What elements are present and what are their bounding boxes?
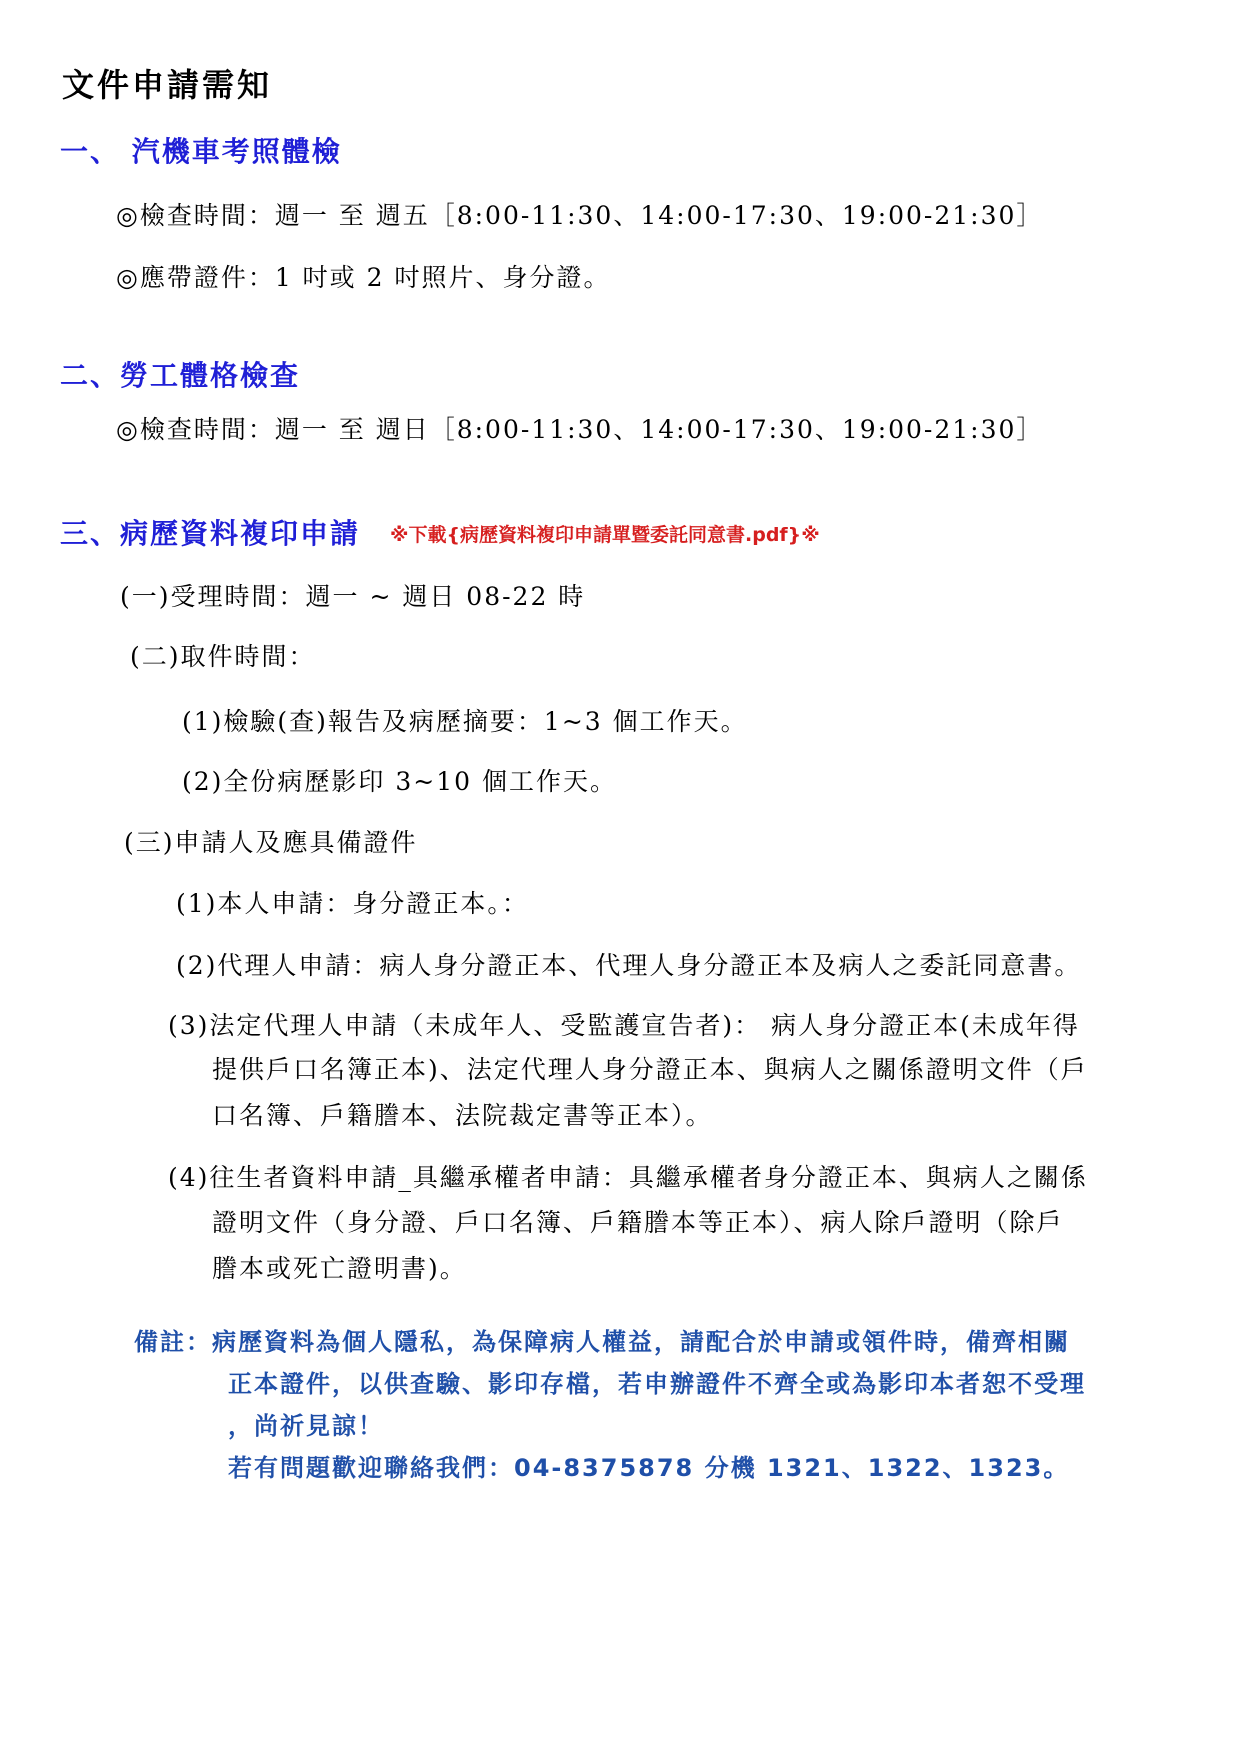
- pickup-title: (二)取件時間：: [130, 642, 316, 671]
- section-2-hours: ◎檢查時間：週一 至 週日［8:00-11:30、14:00-17:30、19:00-21:30］: [116, 415, 1044, 444]
- requirement-1: (1)本人申請：身分證正本。：: [176, 889, 529, 918]
- requirement-4-line-3: 謄本或死亡證明書)。: [212, 1254, 467, 1283]
- pickup-item-1: (1)檢驗(查)報告及病歷摘要：1~3 個工作天。: [182, 707, 748, 736]
- section-2-heading: 二、勞工體格檢查: [60, 359, 301, 392]
- section-1-documents: ◎應帶證件：1 吋或 2 吋照片、身分證。: [116, 263, 611, 292]
- section-1-heading: 一、 汽機車考照體檢: [60, 135, 342, 168]
- section-1-hours: ◎檢查時間：週一 至 週五［8:00-11:30、14:00-17:30、19:00-21:30］: [116, 201, 1044, 230]
- note-line-2: 正本證件，以供查驗、影印存檔，若申辦證件不齊全或為影印本者恕不受理: [228, 1370, 1086, 1398]
- section-3-heading: 三、病歷資料複印申請: [60, 517, 361, 550]
- note-contact-line: 若有問題歡迎聯絡我們：04-8375878 分機 1321、1322、1323。: [228, 1454, 1070, 1482]
- requirement-3-line-3: 口名簿、戶籍謄本、法院裁定書等正本）。: [212, 1101, 713, 1130]
- download-form-link[interactable]: ※下載{病歷資料複印申請單暨委託同意書.pdf}※: [390, 524, 820, 546]
- requirement-3-line-1: (3)法定代理人申請（未成年人、受監護宣告者)： 病人身分證正本(未成年得: [168, 1011, 1080, 1040]
- requirement-4-line-1: (4)往生者資料申請_具繼承權者申請：具繼承權者身分證正本、與病人之關係: [168, 1163, 1088, 1192]
- page-title: 文件申請需知: [62, 66, 273, 104]
- requirement-2: (2)代理人申請：病人身分證正本、代理人身分證正本及病人之委託同意書。: [176, 951, 1082, 980]
- requirement-4-line-2: 證明文件（身分證、戶口名簿、戶籍謄本等正本）、病人除戶證明（除戶: [212, 1208, 1064, 1237]
- pickup-item-2: (2)全份病歷影印 3~10 個工作天。: [182, 767, 617, 796]
- note-line-3: ，尚祈見諒！: [228, 1412, 384, 1440]
- requirement-3-line-2: 提供戶口名簿正本)、法定代理人身分證正本、與病人之關係證明文件（戶: [212, 1055, 1088, 1084]
- note-line-1: 備註：病歷資料為個人隱私，為保障病人權益，請配合於申請或領件時，備齊相關: [134, 1328, 1070, 1356]
- accept-hours: (一)受理時間：週一 ~ 週日 08-22 時: [120, 582, 586, 611]
- requirements-title: (三)申請人及應具備證件: [124, 828, 418, 857]
